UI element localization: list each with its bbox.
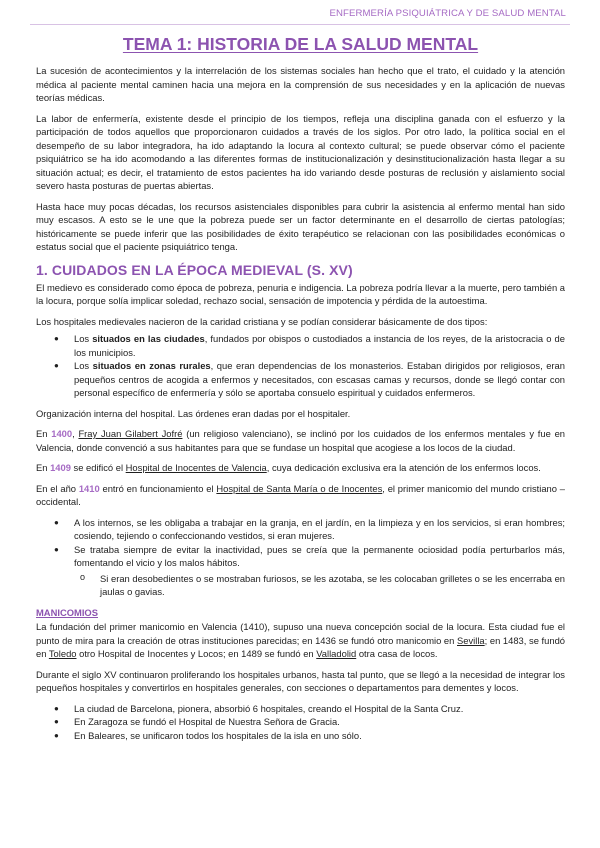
year-1400-paragraph: En 1400, Fray Juan Gilabert Jofré (un religioso valenciano), se inclinó por los cuidados de los enfermos mentales y fue en Valencia, donde convenció a sus habitantes para que se fundase un hospital que acogiese a los locos de la ciudad. (36, 428, 565, 453)
valladolid-link[interactable]: Valladolid (316, 648, 357, 659)
list-item: ● En Baleares, se unificaron todos los hospitales de la isla en uno sólo. (36, 729, 565, 743)
hospital-types-list (36, 332, 565, 400)
list-item: o Si eran desobedientes o se mostraban furiosos, se les azotaba, se les colocaban grilletes o se les encerraba en jaulas o gavias. (36, 572, 565, 599)
sevilla-link[interactable]: Sevilla (457, 634, 485, 646)
running-header: ENFERMERÍA PSIQUIÁTRICA Y DE SALUD MENTAL (329, 8, 566, 19)
intro-paragraph-1: La sucesión de acontecimientos y la interrelación de los sistemas sociales han hecho que el trato, el cuidado y la atención médica al paciente mental caminen hacia una mejora en la comprensión de sus necesidades y en la aplicación de nuevas teorías médicas. (36, 65, 565, 103)
fray-juan-link[interactable]: Fray Juan Gilabert Jofré (78, 428, 183, 439)
list-item: ● A los internos, se les obligaba a trabajar en la granja, en el jardín, en la limpieza y en los servicios, si eran hombres; cosiendo, tejiendo o confeccionando vestidos, si eran mujeres. (36, 516, 565, 543)
list-item: ● En Zaragoza se fundó el Hospital de Nuestra Señora de Gracia. (36, 715, 565, 729)
intro-paragraph-2: La labor de enfermería, existente desde el principio de los tiempos, refleja una disciplina ganada con el esfuerzo y la participación de todos aquellos que proporcionaron cuidados a través de los siglos. Por otro lado, la política social en el desempeño de su labor integradora, ha ido adaptando la locura al contexto cultural; se puede observar cómo el paciente psiquiátrico se ha ido acomodando a las diferentes formas de institucionalización y desinstitucionalización hasta llegar a su situación actual; es decir, el tratamiento de estos pacientes ha ido variando desde posturas de reclusión y aislamiento social severo hasta posturas de puertas abiertas. (36, 112, 565, 191)
list-item: ● Se trataba siempre de evitar la inactividad, pues se creía que la permanente ociosidad podía perturbarlos más, fomentando el vicio y los malos hábitos. (36, 543, 565, 570)
intro-paragraph-3: Hasta hace muy pocas décadas, los recursos asistenciales disponibles para cubrir la asistencia al enfermo mental han sido muy escasos. A esto se le une que la pobreza puede ser un factor determinante en el desarrollo de ciertas patologías; históricamente se puede inferir que las posibilidades de éxito terapéutico se relacionan con las posibilidades económicas o estatus social que el paciente psiquiátrico tenga. (36, 200, 565, 252)
medieval-paragraph-2: Los hospitales medievales nacieron de la caridad cristiana y se podían considerar básicamente de dos tipos: (36, 315, 488, 327)
cities-list (36, 702, 565, 743)
hospital-inocentes-link[interactable]: Hospital de Inocentes de Valencia (125, 462, 267, 473)
hospital-santa-maria-link[interactable]: Hospital de Santa María o de Inocentes (216, 482, 383, 494)
manicomios-heading: MANICOMIOS (36, 606, 98, 618)
header-divider (30, 24, 570, 25)
section-heading-medieval: 1. CUIDADOS EN LA ÉPOCA MEDIEVAL (S. XV) (36, 261, 353, 278)
internos-list (36, 516, 565, 570)
list-item: ● Los situados en zonas rurales, que eran dependencias de los monasterios. Estaban dirigidos por religiosos, eran pequeños centros de acogida a enfermos y necesitados, con escasas camas y recursos, donde se llegó contar con personal específico de enfermería y sólo se aportaba consuelo espiritual y cuidados enfermeros. (36, 359, 565, 400)
year-1410-paragraph: En el año 1410 entró en funcionamiento el Hospital de Santa María o de Inocentes, el primer manicomio del mundo cristiano – occidental. (36, 482, 566, 507)
toledo-link[interactable]: Toledo (48, 648, 77, 659)
list-item: ● La ciudad de Barcelona, pionera, absorbió 6 hospitales, creando el Hospital de la Santa Cruz. (36, 702, 565, 716)
internos-sublist (36, 572, 565, 599)
manicomios-paragraph-1: La fundación del primer manicomio en Valencia (1410), supuso una nueva concepción social de la locura. Esta ciudad fue el punto de mira para la creación de otras instituciones parecidas; en 1436 se fundó otro manicomio en Sevilla; en 1483, se fundó en Toledo otro Hospital de Inocentes y Locos; en 1489 se fundó en Valladolid otra casa de locos. (36, 621, 565, 659)
year-highlight: 1400 (51, 428, 73, 439)
list-item: ● Los situados en las ciudades, fundados por obispos o custodiados a instancia de los reyes, de la aristocracia o de los municipios. (36, 332, 565, 359)
year-1409-paragraph: En 1409 se edificó el Hospital de Inocentes de Valencia, cuya dedicación exclusiva era la atención de los enfermos locos. (36, 462, 541, 473)
page-title: TEMA 1: HISTORIA DE LA SALUD MENTAL (122, 34, 479, 54)
organization-paragraph: Organización interna del hospital. Las órdenes eran dadas por el hospitaler. (36, 407, 351, 419)
manicomios-paragraph-2: Durante el siglo XV continuaron proliferando los hospitales urbanos, hasta tal punto, que se llegó a la necesidad de integrar los pequeños hospitales y convertirlos en hospitales generales, con secciones o departamentos para dementes y locos. (36, 668, 565, 693)
medieval-paragraph-1: El medievo es considerado como época de pobreza, penuria e indigencia. La pobreza podría llevar a la muerte, pero también a la locura, porque solía implicar soledad, rechazo social, sensación de impotencia y pérdida de la autoestima. (36, 281, 565, 306)
year-highlight: 1410 (78, 482, 100, 494)
document-body (36, 33, 565, 749)
year-highlight: 1409 (50, 462, 71, 473)
